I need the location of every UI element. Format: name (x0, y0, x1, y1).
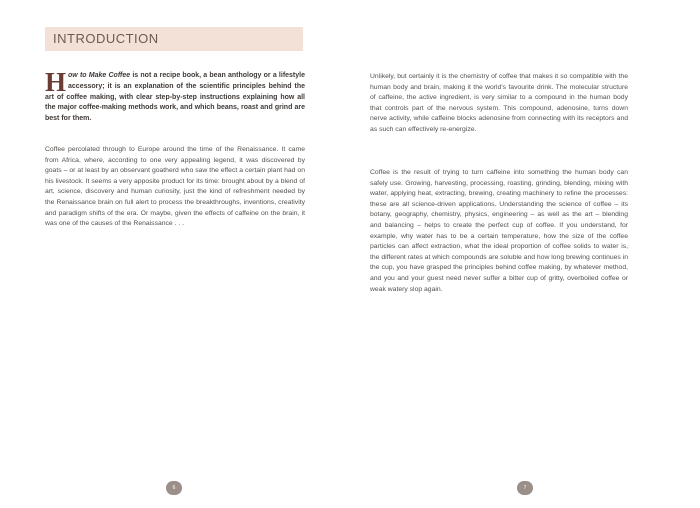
section-header (45, 27, 303, 51)
body-paragraph: Coffee is the result of trying to turn caffeine into something the human body can safely use. Growing, harvesting, processing, roasting, grinding, blending, mixing with water, applying heat, extracting, brewing, creating machinery to refine the processes: these are all science-driven applications. Understanding the science of coffee – its botany, geography, chemistry, physics, engineering – as well as the art – blending and balancing – helps to create the perfect cup of coffee. If you understand, for example, why water has to be a certain temperature, how the size of the coffee particles can affect extraction, what the ideal proportion of coffee solids to water is, the different rates at which compounds are soluble and how long brewing continues in the cup, you have grasped the principles behind coffee making, by whatever method, and you and your guest need never suffer a bitter cup of gritty, overboiled coffee or weak watery slop again. (370, 169, 628, 293)
body-paragraph: Unlikely, but certainly it is the chemistry of coffee that makes it so compatible with the human body and brain, making it the world's favourite drink. The molecular structure of caffeine, the active ingredient, is very similar to a compound in the human body that controls part of the nervous system. This compound, adenosine, turns down nerve activity, while caffeine blocks adenosine from connecting with its receptors and as such can effectively re-energize. (370, 73, 628, 133)
book-title: ow to Make Coffee (68, 72, 131, 79)
body-paragraph: Coffee percolated through to Europe around the time of the Renaissance. It came from Africa, where, according to one very appealing legend, it was discovered by goats – or at least by an observant goatherd who saw the effect a certain plant had on his livestock. It seems a very apposite product for its time: brought about by a blend of art, science, discovery and human curiosity, just the kind of refreshment needed by the Renaissance brain on full alert to process the breakthroughs, inventions, creativity and paradigm shifts of the era. Or maybe, given the effects of caffeine on the brain, it was one of the causes of the Renaissance . . . (45, 146, 305, 228)
intro-paragraph (45, 67, 305, 125)
page-number: 7 (517, 481, 533, 495)
page-number: 6 (166, 481, 182, 495)
section-title: INTRODUCTION (53, 31, 159, 46)
drop-cap: H (45, 67, 67, 97)
intro-text: is not a recipe book, a bean anthology or a lifestyle accessory; it is an explanation of the scientific principles behind the art of coffee making, with clear step-by-step instructions explaining how all the major coffee-making methods work, and which beans, roast and grind are best for them. (45, 72, 305, 123)
